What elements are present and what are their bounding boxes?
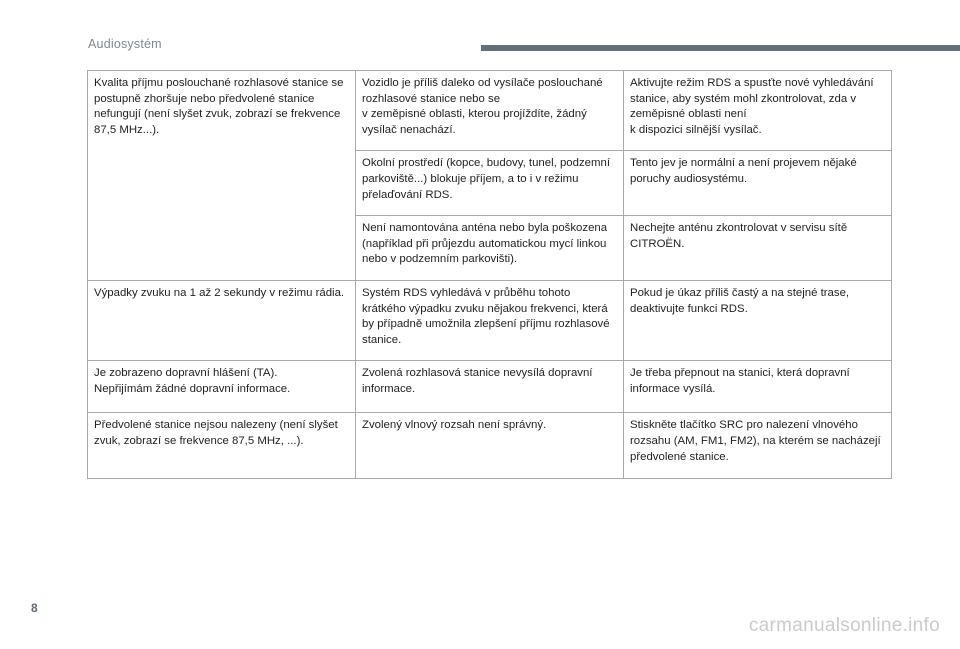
solution-cell: Aktivujte režim RDS a spusťte nové vyhledávání stanice, aby systém mohl zkontrolovat, zda v zeměpisné oblasti není k dispozici silnější vysílač. (624, 71, 892, 151)
solution-cell: Nechejte anténu zkontrolovat v servisu sítě CITROËN. (624, 216, 892, 281)
solution-cell: Je třeba přepnout na stanici, která dopravní informace vysílá. (624, 361, 892, 413)
solution-cell: Stiskněte tlačítko SRC pro nalezení vlnového rozsahu (AM, FM1, FM2), na kterém se nacházejí předvolené stanice. (624, 413, 892, 479)
solution-cell: Pokud je úkaz příliš častý a na stejné trase, deaktivujte funkci RDS. (624, 280, 892, 360)
cause-cell: Není namontována anténa nebo byla poškozena (například při průjezdu automatickou mycí linkou nebo v podzemním parkovišti). (356, 216, 624, 281)
header-title: Audiosystém (88, 37, 162, 51)
problem-cell: Kvalita příjmu poslouchané rozhlasové stanice se postupně zhoršuje nebo předvolené stanice nefungují (není slyšet zvuk, zobrazí se frekvence 87,5 MHz...). (88, 71, 356, 281)
cause-cell: Zvolený vlnový rozsah není správný. (356, 413, 624, 479)
table-row (88, 413, 892, 479)
problem-cell: Výpadky zvuku na 1 až 2 sekundy v režimu rádia. (88, 280, 356, 360)
problem-cell: Předvolené stanice nejsou nalezeny (není slyšet zvuk, zobrazí se frekvence 87,5 MHz, ...). (88, 413, 356, 479)
troubleshooting-table (87, 70, 892, 479)
problem-cell: Je zobrazeno dopravní hlášení (TA). Nepřijímám žádné dopravní informace. (88, 361, 356, 413)
cause-cell: Vozidlo je příliš daleko od vysílače poslouchané rozhlasové stanice nebo se v zeměpisné oblasti, kterou projíždíte, žádný vysílač nenachází. (356, 71, 624, 151)
table-row (88, 71, 892, 151)
cause-cell: Zvolená rozhlasová stanice nevysílá dopravní informace. (356, 361, 624, 413)
header-bar (481, 45, 960, 51)
page-number: 8 (31, 601, 38, 615)
watermark: carmanualsonline.info (748, 615, 940, 636)
table-row (88, 361, 892, 413)
cause-cell: Systém RDS vyhledává v průběhu tohoto krátkého výpadku zvuku nějakou frekvenci, která by případně umožnila zlepšení příjmu rozhlasové stanice. (356, 280, 624, 360)
cause-cell: Okolní prostředí (kopce, budovy, tunel, podzemní parkoviště...) blokuje příjem, a to i v režimu přelaďování RDS. (356, 151, 624, 216)
solution-cell: Tento jev je normální a není projevem nějaké poruchy audiosystému. (624, 151, 892, 216)
table-row (88, 280, 892, 360)
